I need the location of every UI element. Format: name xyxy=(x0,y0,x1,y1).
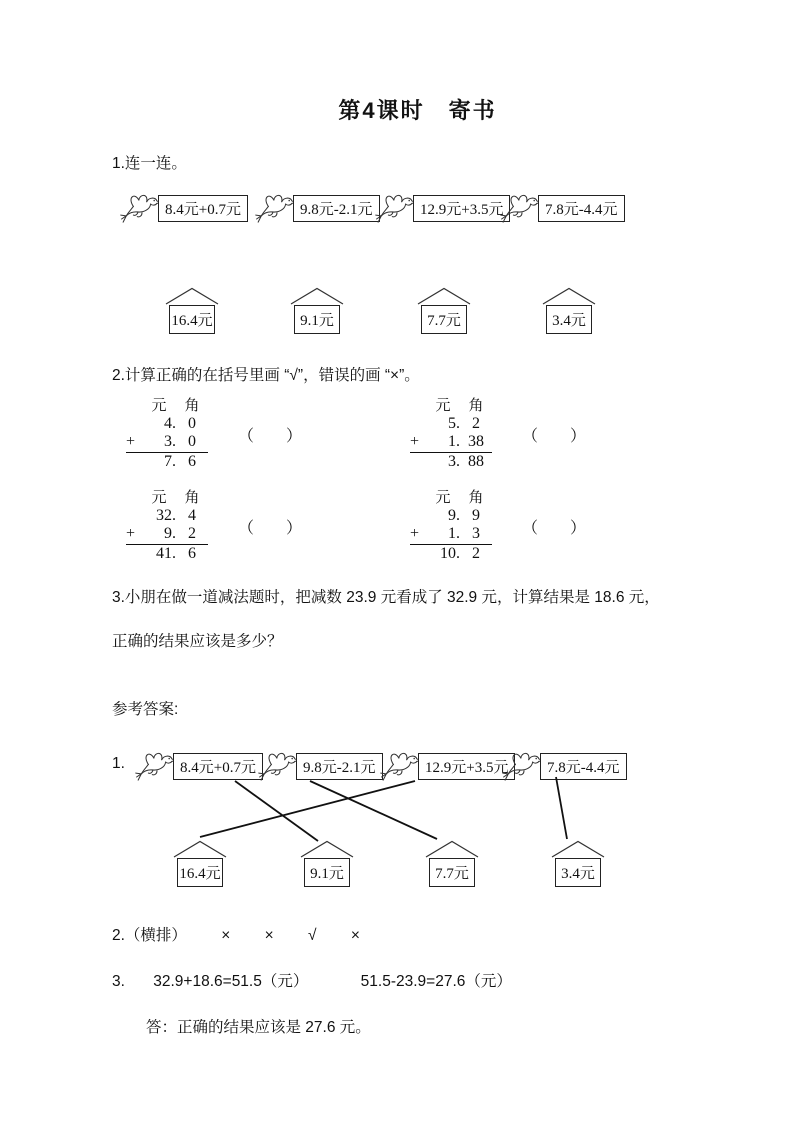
jiao-header: 角 xyxy=(184,490,200,506)
expression-box: 12.9元+3.5元 xyxy=(413,195,510,222)
addend-row: 32. 4 xyxy=(156,507,196,524)
house-value: 16.4元 xyxy=(169,305,215,334)
house-roof-icon xyxy=(425,840,479,858)
expression-item xyxy=(380,745,515,787)
yuan-header: 元 xyxy=(435,398,451,414)
addend-row: + 1. 38 xyxy=(410,433,492,453)
yuan-header: 元 xyxy=(151,490,167,506)
sum-row: 3. 88 xyxy=(448,453,484,470)
house-roof-icon xyxy=(300,840,354,858)
vertical-calc-problem xyxy=(410,489,686,563)
expression-item xyxy=(375,187,510,229)
addend-row: 9. 9 xyxy=(448,507,480,524)
question3-text-line2: 正确的结果应该是多少？ xyxy=(112,633,283,650)
vertical-calc-problem xyxy=(126,397,410,471)
expression-item xyxy=(500,187,625,229)
addend-row: 4. 0 xyxy=(164,415,196,432)
answer1-connect-diagram xyxy=(112,745,723,895)
connection-line-3 xyxy=(200,781,415,837)
vertical-calc xyxy=(126,489,208,563)
house-value: 3.4元 xyxy=(546,305,592,334)
vertical-calc-problem xyxy=(126,489,410,563)
page-title: 第4课时 寄书 xyxy=(338,98,497,123)
house-item xyxy=(290,287,344,334)
yuan-header: 元 xyxy=(435,490,451,506)
house-item xyxy=(173,840,227,887)
addend-row: + 1. 3 xyxy=(410,525,492,545)
question2-label: 2.计算正确的在括号里画 “√”，错误的画 “×”。 xyxy=(112,367,420,384)
house-value: 3.4元 xyxy=(555,858,601,887)
unit-header-row xyxy=(126,489,208,507)
expression-box: 12.9元+3.5元 xyxy=(418,753,515,780)
house-value: 7.7元 xyxy=(421,305,467,334)
connection-line-2 xyxy=(310,781,437,839)
answer1-label: 1. xyxy=(112,755,125,772)
sum-row: 41. 6 xyxy=(156,545,196,562)
house-value: 7.7元 xyxy=(429,858,475,887)
addend-row: + 3. 0 xyxy=(126,433,208,453)
answer3-label: 3. xyxy=(112,973,125,990)
expression-item xyxy=(120,187,248,229)
house-value: 9.1元 xyxy=(294,305,340,334)
house-roof-icon xyxy=(173,840,227,858)
answer3-expression-1: 32.9+18.6=51.5（元） xyxy=(153,973,309,990)
expression-item xyxy=(255,187,380,229)
house-roof-icon xyxy=(290,287,344,305)
answer2-row xyxy=(112,923,723,945)
answer3-row xyxy=(112,969,723,991)
house-value: 16.4元 xyxy=(177,858,223,887)
plus-sign: + xyxy=(126,433,136,450)
answer-parentheses: （ ） xyxy=(522,519,587,537)
answer-parentheses: （ ） xyxy=(238,427,303,445)
house-item xyxy=(542,287,596,334)
plus-sign: + xyxy=(126,525,136,542)
answer-key-header: 参考答案: xyxy=(112,701,179,718)
addend-row: + 9. 2 xyxy=(126,525,208,545)
expression-box: 8.4元+0.7元 xyxy=(173,753,263,780)
answer2-mark: √ xyxy=(308,927,317,944)
answer3-sentence: 答：正确的结果应该是 27.6 元。 xyxy=(146,1019,371,1036)
sum-row: 7. 6 xyxy=(164,453,196,470)
vertical-calc-problem xyxy=(410,397,686,471)
connection-line-1 xyxy=(235,781,318,841)
expression-box: 9.8元-2.1元 xyxy=(296,753,383,780)
unit-header-row xyxy=(410,489,492,507)
house-item xyxy=(300,840,354,887)
yuan-header: 元 xyxy=(151,398,167,414)
answer-parentheses: （ ） xyxy=(238,519,303,537)
answer2-mark: × xyxy=(221,927,231,944)
vertical-calc xyxy=(410,397,492,471)
answer2-mark: × xyxy=(264,927,274,944)
vertical-calc xyxy=(410,489,492,563)
jiao-header: 角 xyxy=(184,398,200,414)
question1-label: 1.连一连。 xyxy=(112,155,187,172)
expression-box: 9.8元-2.1元 xyxy=(293,195,380,222)
house-item xyxy=(425,840,479,887)
house-item xyxy=(417,287,471,334)
answer2-mark: × xyxy=(350,927,360,944)
house-roof-icon xyxy=(551,840,605,858)
expression-item xyxy=(502,745,627,787)
vertical-calc xyxy=(126,397,208,471)
addend-row: 5. 2 xyxy=(448,415,480,432)
unit-header-row xyxy=(410,397,492,415)
expression-box: 7.8元-4.4元 xyxy=(538,195,625,222)
expression-box: 8.4元+0.7元 xyxy=(158,195,248,222)
question2-problems xyxy=(112,397,686,563)
house-roof-icon xyxy=(417,287,471,305)
unit-header-row xyxy=(126,397,208,415)
plus-sign: + xyxy=(410,525,420,542)
expression-item xyxy=(135,745,263,787)
question3-text-line1: 3.小朋在做一道减法题时，把减数 23.9 元看成了 32.9 元，计算结果是 18.6 元， xyxy=(112,589,660,606)
house-item xyxy=(551,840,605,887)
plus-sign: + xyxy=(410,433,420,450)
house-value: 9.1元 xyxy=(304,858,350,887)
jiao-header: 角 xyxy=(468,490,484,506)
question1-connect-diagram xyxy=(112,187,723,337)
expression-box: 7.8元-4.4元 xyxy=(540,753,627,780)
sum-row: 10. 2 xyxy=(440,545,480,562)
house-roof-icon xyxy=(542,287,596,305)
answer2-label: 2.（横排） xyxy=(112,927,187,944)
house-item xyxy=(165,287,219,334)
expression-item xyxy=(258,745,383,787)
house-roof-icon xyxy=(165,287,219,305)
jiao-header: 角 xyxy=(468,398,484,414)
answer-parentheses: （ ） xyxy=(522,427,587,445)
answer3-expression-2: 51.5-23.9=27.6（元） xyxy=(360,973,512,990)
